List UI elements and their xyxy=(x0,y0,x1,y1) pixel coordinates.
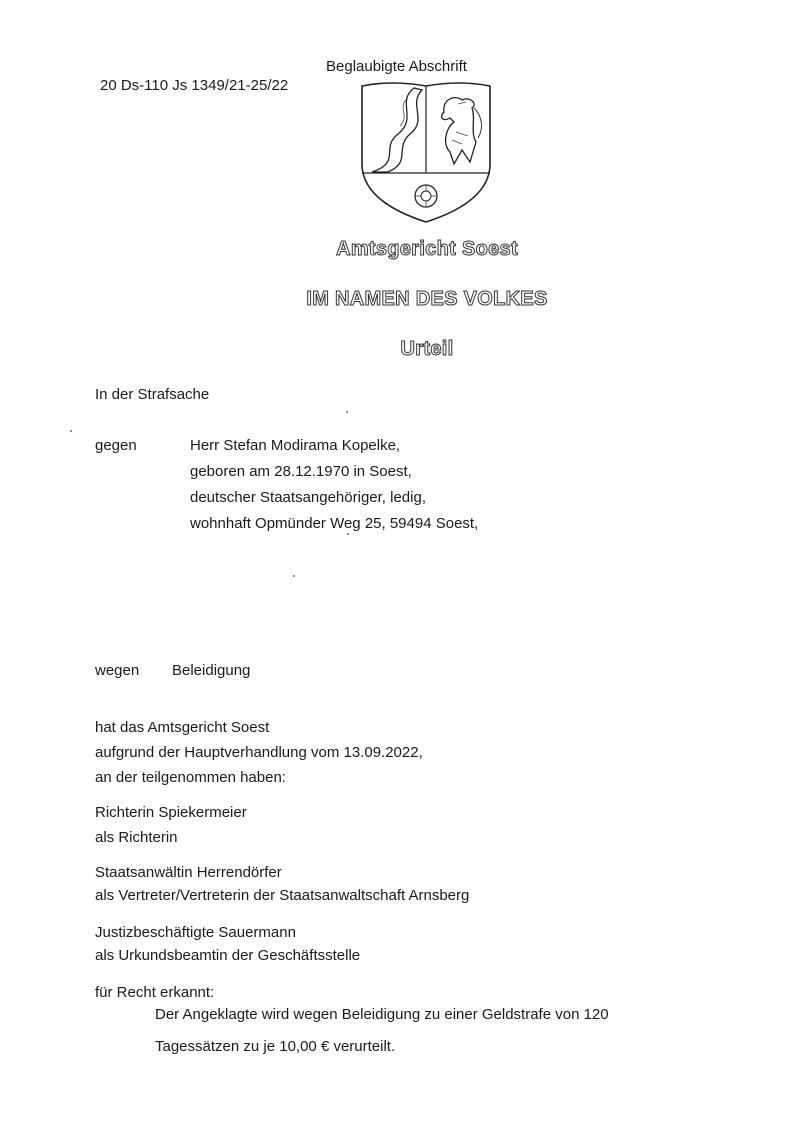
defendant-line: geboren am 28.12.1970 in Soest, xyxy=(190,463,412,480)
scan-speck xyxy=(347,533,349,535)
scan-speck xyxy=(70,430,72,432)
defendant-line: wohnhaft Opmünder Weg 25, 59494 Soest, xyxy=(190,515,479,532)
scan-speck xyxy=(346,411,348,413)
participant-name: Staatsanwältin Herrendörfer xyxy=(95,864,282,881)
proceedings-line: aufgrund der Hauptverhandlung vom 13.09.2022, xyxy=(95,744,423,761)
charge: Beleidigung xyxy=(172,662,251,679)
case-intro: In der Strafsache xyxy=(95,386,210,403)
participant-role: als Vertreter/Vertreterin der Staatsanwaltschaft Arnsberg xyxy=(95,887,470,904)
participant-name: Justizbeschäftigte Sauermann xyxy=(95,924,296,941)
judgment-formula: IM NAMEN DES VOLKES xyxy=(306,288,548,310)
participant-name: Richterin Spiekermeier xyxy=(95,804,247,821)
certified-copy-label: Beglaubigte Abschrift xyxy=(326,58,467,75)
participant-role: als Richterin xyxy=(95,829,178,846)
against-label: gegen xyxy=(95,437,137,454)
verdict-line: Der Angeklagte wird wegen Beleidigung zu einer Geldstrafe von 120 xyxy=(155,1006,609,1023)
defendant-line: deutscher Staatsangehöriger, ledig, xyxy=(190,489,426,506)
scan-speck xyxy=(293,575,295,577)
defendant-line: Herr Stefan Modirama Kopelke, xyxy=(190,437,401,454)
verdict-line: Tagessätzen zu je 10,00 € verurteilt. xyxy=(155,1038,396,1055)
file-number: 20 Ds-110 Js 1349/21-25/22 xyxy=(100,77,289,94)
court-name: Amtsgericht Soest xyxy=(336,238,518,260)
participant-role: als Urkundsbeamtin der Geschäftsstelle xyxy=(95,947,361,964)
proceedings-line: an der teilgenommen haben: xyxy=(95,769,286,786)
document-type: Urteil xyxy=(400,338,454,360)
verdict-intro: für Recht erkannt: xyxy=(95,984,215,1001)
proceedings-line: hat das Amtsgericht Soest xyxy=(95,719,270,736)
charge-label: wegen xyxy=(95,662,140,679)
coat-of-arms-seal xyxy=(358,78,494,224)
